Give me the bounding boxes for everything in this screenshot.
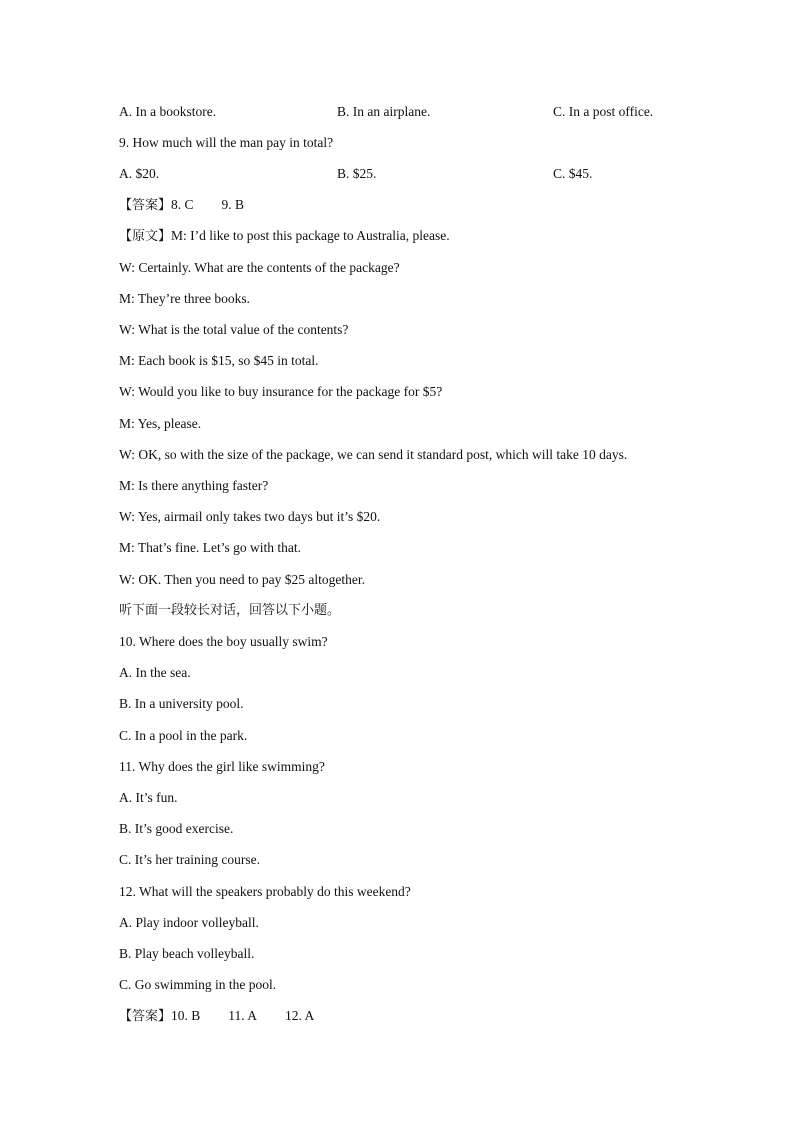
q9-question: 9. How much will the man pay in total? xyxy=(119,135,334,150)
q8-option-a: A. In a bookstore. xyxy=(119,104,217,119)
q11-option-a: A. It’s fun. xyxy=(119,790,178,805)
q9-option-a: A. $20. xyxy=(119,166,160,181)
q10-option-c: C. In a pool in the park. xyxy=(119,728,248,743)
transcript-line: W: OK. Then you need to pay $25 altogether. xyxy=(119,572,365,587)
transcript-line: W: Yes, airmail only takes two days but it’s $20. xyxy=(119,509,381,524)
transcript-line: W: Would you like to buy insurance for the package for $5? xyxy=(119,384,443,399)
transcript-line: M: I’d like to post this package to Australia, please. xyxy=(171,228,450,243)
answer-item: 11. A xyxy=(228,1008,258,1023)
q12-question: 12. What will the speakers probably do this weekend? xyxy=(119,884,411,899)
q11-option-c: C. It’s her training course. xyxy=(119,852,260,867)
transcript-line: W: Certainly. What are the contents of the package? xyxy=(119,260,400,275)
transcript-line: M: Yes, please. xyxy=(119,416,202,431)
section-instruction: 听下面一段较长对话，回答以下小题。 xyxy=(119,603,341,618)
answer-item: 9. B xyxy=(221,197,245,212)
transcript-first-line xyxy=(119,226,450,246)
q11-option-b: B. It’s good exercise. xyxy=(119,821,234,836)
q12-option-c: C. Go swimming in the pool. xyxy=(119,977,277,992)
q8-option-c: C. In a post office. xyxy=(553,104,654,119)
transcript-line: M: Each book is $15, so $45 in total. xyxy=(119,353,319,368)
q12-option-b: B. Play beach volleyball. xyxy=(119,946,255,961)
answer-item: 10. B xyxy=(171,1008,201,1023)
transcript-label: 【原文】 xyxy=(119,229,172,244)
answer-item: 8. C xyxy=(171,197,194,212)
answer-block-1 xyxy=(119,195,244,215)
answer-item: 12. A xyxy=(285,1008,315,1023)
q9-option-b: B. $25. xyxy=(337,166,377,181)
transcript-line: M: They’re three books. xyxy=(119,291,250,306)
transcript-line: M: Is there anything faster? xyxy=(119,478,269,493)
q12-option-a: A. Play indoor volleyball. xyxy=(119,915,259,930)
q11-question: 11. Why does the girl like swimming? xyxy=(119,759,325,774)
answer-label: 【答案】 xyxy=(119,198,172,213)
q9-option-c: C. $45. xyxy=(553,166,593,181)
answer-label: 【答案】 xyxy=(119,1009,172,1024)
q10-option-b: B. In a university pool. xyxy=(119,696,244,711)
q8-options xyxy=(119,102,679,122)
q8-option-b: B. In an airplane. xyxy=(337,104,431,119)
transcript-line: W: OK, so with the size of the package, we can send it standard post, which will take 10 days. xyxy=(119,447,628,462)
answer-block-2 xyxy=(119,1006,314,1026)
q9-options xyxy=(119,164,679,184)
transcript-line: M: That’s fine. Let’s go with that. xyxy=(119,540,301,555)
q10-option-a: A. In the sea. xyxy=(119,665,191,680)
transcript-line: W: What is the total value of the contents? xyxy=(119,322,349,337)
q10-question: 10. Where does the boy usually swim? xyxy=(119,634,328,649)
